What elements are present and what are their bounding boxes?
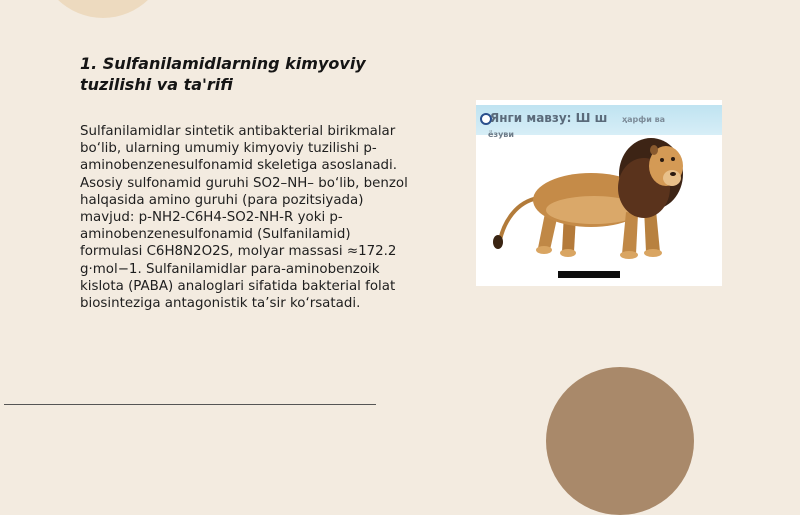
slide-body-text: Sulfanilamidlar sintetik antibakterial birikmalar bo‘lib, ularning umumiy kimyoviy tuzilishi p-aminobenzenesulfonamid skeletiga asoslanadi. Asosiy sulfonamid guruhi SO2–NH– bo‘lib, benzol halqasida amino guruhi (para pozitsiyada) mavjud: p-NH2-C6H4-SO2-NH-R yoki p-aminobenzenesulfonamid (Sulfanilamid) formulasi C6H8N2O2S, molyar massasi ≈172.2 g·mol−1. Sulfanilamidlar para-aminobenzoik kislota (PABA) analoglari sifatida bakterial folat biosinteziga antagonistik ta’sir ko‘rsatadi. xyxy=(80,124,408,312)
lion-illustration xyxy=(476,130,722,270)
caption-bar xyxy=(558,271,620,278)
divider-line xyxy=(4,404,376,405)
decorative-circle-bottom xyxy=(546,367,694,515)
slide-title: 1. Sulfanilamidlarning kimyoviy tuzilishi va ta'rifi xyxy=(80,54,366,94)
decorative-circle-top xyxy=(38,0,168,18)
banner-title: Янги мавзу: Ш ш xyxy=(490,111,608,125)
lion-image xyxy=(476,100,722,286)
banner-small-text: ҳарфи ва xyxy=(622,115,666,124)
banner-subtitle: ёзуви xyxy=(488,130,514,139)
